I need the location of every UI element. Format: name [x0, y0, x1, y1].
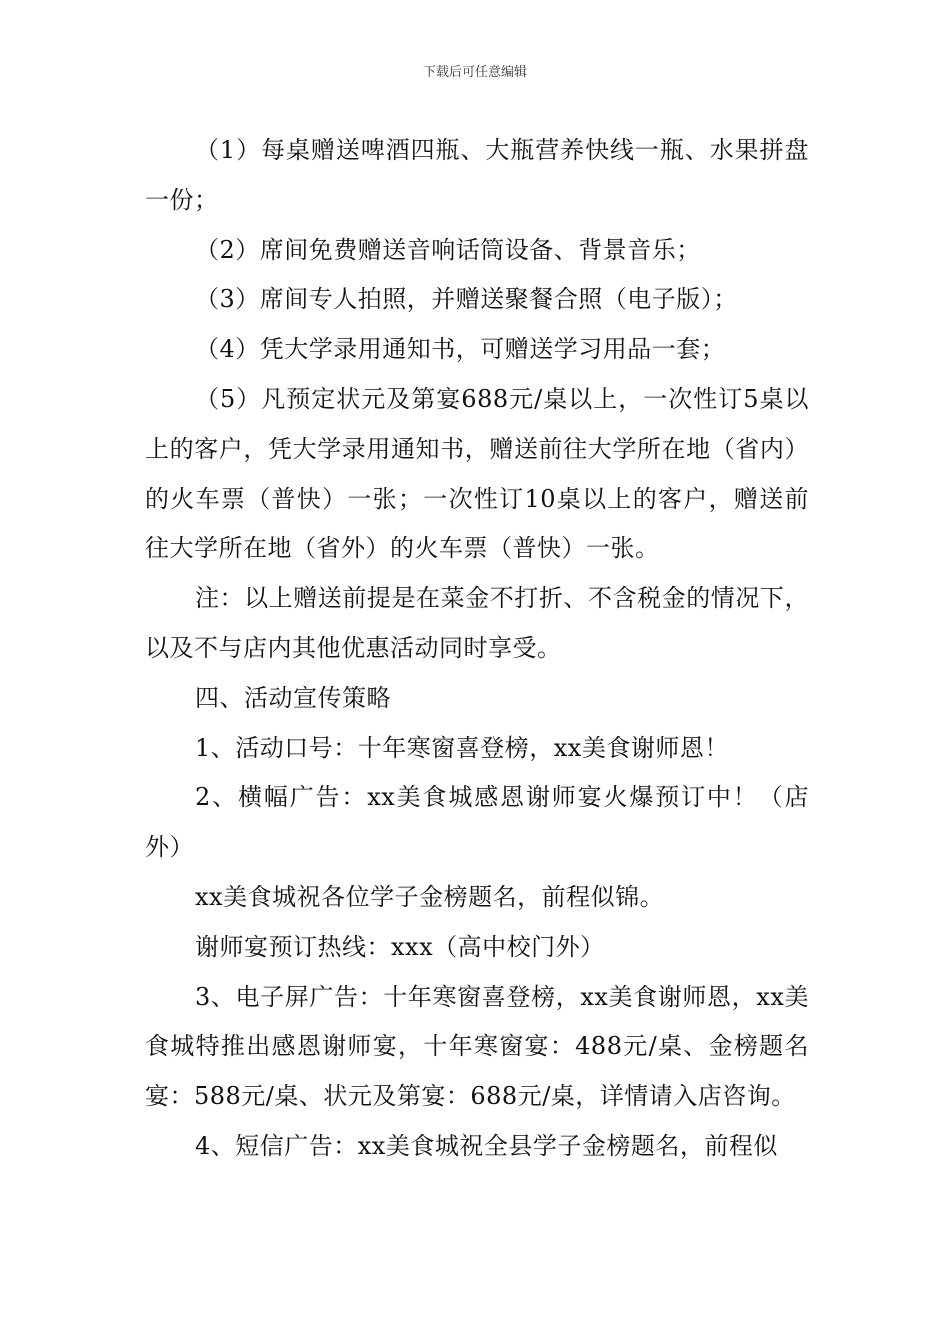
paragraph-screen-ad: 3、电子屏广告：十年寒窗喜登榜，xx美食谢师恩，xx美食城特推出感恩谢师宴，十年寒窗宴：488元/桌、金榜题名宴：588元/桌、状元及第宴：688元/桌，详情请入店咨询。: [145, 982, 809, 1111]
page-header-note: 下载后可任意编辑: [422, 65, 527, 80]
paragraph-slogan: 1、活动口号：十年寒窗喜登榜，xx美食谢师恩！: [195, 733, 729, 762]
paragraph-gift-5: （5）凡预定状元及第宴688元/桌以上，一次性订5桌以上的客户，凭大学录用通知书，赠送前往大学所在地（省内）的火车票（普快）一张；一次性订10桌以上的客户，赠送前往大学所在地（省外）的火车票（普快）一张。: [145, 384, 809, 563]
paragraph-gift-4: （4）凭大学录用通知书，可赠送学习用品一套；: [195, 335, 726, 364]
paragraph-gift-1: （1）每桌赠送啤酒四瓶、大瓶营养快线一瓶、水果拼盘一份；: [145, 136, 809, 214]
paragraph-sms-ad: 4、短信广告：xx美食城祝全县学子金榜题名，前程似: [195, 1131, 778, 1160]
paragraph-banner-ad: 2、横幅广告：xx美食城感恩谢师宴火爆预订中！（店外）: [145, 783, 809, 862]
paragraph-banner-line-2: xx美食城祝各位学子金榜题名，前程似锦。: [195, 882, 665, 911]
paragraph-gift-2: （2）席间免费赠送音响话筒设备、背景音乐；: [195, 235, 701, 264]
paragraph-gift-3: （3）席间专人拍照，并赠送聚餐合照（电子版）；: [195, 285, 738, 314]
document-body: [145, 126, 809, 1172]
paragraph-hotline: 谢师宴预订热线：xxx（高中校门外）: [195, 932, 605, 961]
paragraph-note: 注：以上赠送前提是在菜金不打折、不含税金的情况下，以及不与店内其他优惠活动同时享受。: [145, 584, 809, 662]
section-heading-promotion: 四、活动宣传策略: [195, 683, 391, 712]
